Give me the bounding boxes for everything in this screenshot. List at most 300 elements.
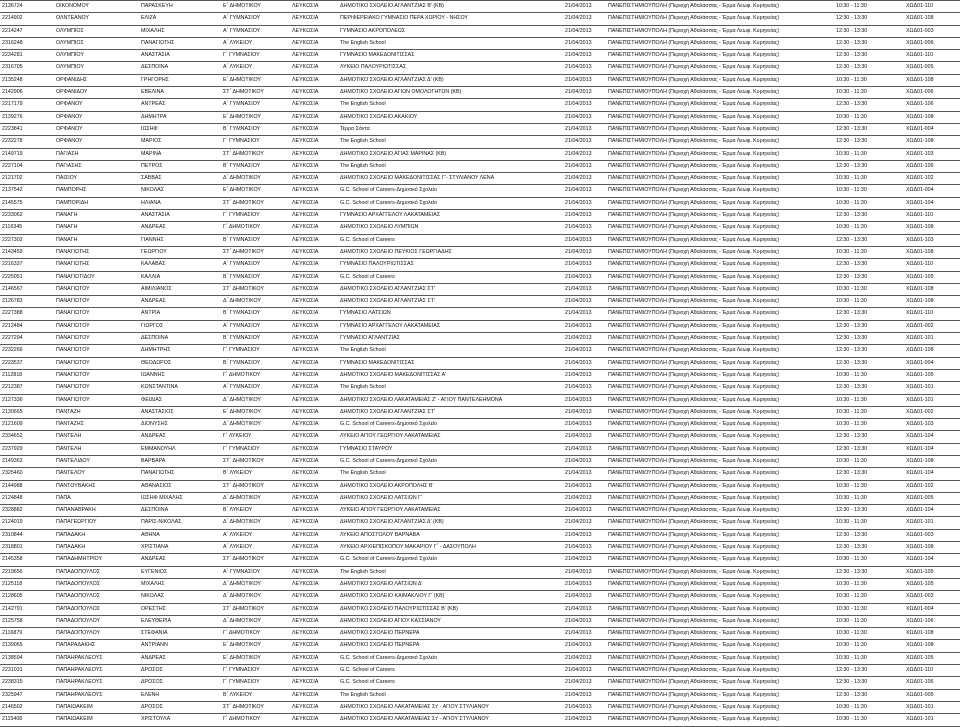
cell-surname: ΠΑΠΑΙΩΑΚΕΙΜ — [53, 714, 138, 726]
cell-school: ΔΗΜΟΤΙΚΟ ΣΧΟΛΕΙΟ ΠΕΥΚΙΟΣ ΓΕΩΡΓΙΑΔΗΣ — [337, 246, 562, 258]
cell-grade: ΣΤ΄ ΔΗΜΟΤΙΚΟΥ — [220, 87, 289, 99]
cell-first-name: ΑΝΑΣΤΑΣΙΑ — [138, 50, 220, 62]
cell-grade: Γ΄ ΓΥΜΝΑΣΙΟΥ — [220, 136, 289, 148]
table-row — [0, 455, 960, 467]
cell-grade: ΣΤ΄ ΔΗΜΟΤΙΚΟΥ — [220, 283, 289, 295]
cell-exam-date: 21/04/2013 — [562, 714, 605, 726]
cell-grade: Γ΄ ΔΗΜΟΤΙΚΟΥ — [220, 369, 289, 381]
cell-exam-time: 10:30 - 11:30 — [833, 640, 903, 652]
cell-exam-date: 21/04/2013 — [562, 357, 605, 369]
cell-student-id: 2219656 — [0, 566, 53, 578]
cell-room: ΧΩΔ01-101 — [903, 333, 960, 345]
cell-school: G.C. School of Careers — [337, 271, 562, 283]
cell-exam-date: 21/04/2013 — [562, 296, 605, 308]
cell-room: ΧΩΔ01-004 — [903, 357, 960, 369]
cell-grade: Γ΄ ΔΗΜΟΤΙΚΟΥ — [220, 222, 289, 234]
cell-first-name: ΑΝΤΡΙΑ — [138, 308, 220, 320]
cell-exam-center: ΠΑΝΕΠΙΣΤΗΜΙΟΥΠΟΛΗ (Περιοχή Αθαλάσσας - Έρμα Λεωφ. Κυρηνείας) — [605, 369, 833, 381]
cell-first-name: ΦΕΙΔΙΑΣ — [138, 394, 220, 406]
cell-exam-date: 21/04/2013 — [562, 148, 605, 160]
cell-student-id: 2145358 — [0, 554, 53, 566]
cell-district: ΛΕΥΚΩΣΙΑ — [289, 308, 337, 320]
cell-district: ΛΕΥΚΩΣΙΑ — [289, 419, 337, 431]
cell-school: G.C. School of Careers-Δημοτικό Σχολείο — [337, 185, 562, 197]
cell-district: ΛΕΥΚΩΣΙΑ — [289, 123, 337, 135]
cell-exam-time: 12:30 - 13:30 — [833, 123, 903, 135]
cell-exam-time: 12:30 - 13:30 — [833, 345, 903, 357]
cell-room: ΧΩΔ01-104 — [903, 468, 960, 480]
cell-room: ΧΩΔ01-103 — [903, 148, 960, 160]
cell-surname: ΠΑΠΑ — [53, 492, 138, 504]
table-row — [0, 665, 960, 677]
cell-exam-time: 12:30 - 13:30 — [833, 99, 903, 111]
cell-exam-time: 10:30 - 11:30 — [833, 148, 903, 160]
cell-exam-center: ΠΑΝΕΠΙΣΤΗΜΙΟΥΠΟΛΗ (Περιοχή Αθαλάσσας - Έρμα Λεωφ. Κυρηνείας) — [605, 74, 833, 86]
cell-exam-date: 21/04/2013 — [562, 210, 605, 222]
cell-district: ΛΕΥΚΩΣΙΑ — [289, 603, 337, 615]
cell-exam-center: ΠΑΝΕΠΙΣΤΗΜΙΟΥΠΟΛΗ (Περιοχή Αθαλάσσας - Έρμα Λεωφ. Κυρηνείας) — [605, 419, 833, 431]
cell-exam-center: ΠΑΝΕΠΙΣΤΗΜΙΟΥΠΟΛΗ (Περιοχή Αθαλάσσας - Έρμα Λεωφ. Κυρηνείας) — [605, 628, 833, 640]
cell-exam-time: 10:30 - 11:30 — [833, 197, 903, 209]
cell-surname: ΠΑΠΑΗΡΑΚΛΕΟΥΣ — [53, 665, 138, 677]
cell-exam-date: 21/04/2013 — [562, 628, 605, 640]
cell-exam-center: ΠΑΝΕΠΙΣΤΗΜΙΟΥΠΟΛΗ (Περιοχή Αθαλάσσας - Έρμα Λεωφ. Κυρηνείας) — [605, 701, 833, 713]
cell-district: ΛΕΥΚΩΣΙΑ — [289, 357, 337, 369]
cell-exam-date: 21/04/2013 — [562, 136, 605, 148]
cell-district: ΛΕΥΚΩΣΙΑ — [289, 111, 337, 123]
cell-grade: ΣΤ΄ ΔΗΜΟΤΙΚΟΥ — [220, 148, 289, 160]
cell-exam-center: ΠΑΝΕΠΙΣΤΗΜΙΟΥΠΟΛΗ (Περιοχή Αθαλάσσας - Έρμα Λεωφ. Κυρηνείας) — [605, 542, 833, 554]
cell-exam-time: 12:30 - 13:30 — [833, 529, 903, 541]
cell-exam-center: ΠΑΝΕΠΙΣΤΗΜΙΟΥΠΟΛΗ (Περιοχή Αθαλάσσας - Έρμα Λεωφ. Κυρηνείας) — [605, 320, 833, 332]
table-row — [0, 259, 960, 271]
cell-exam-center: ΠΑΝΕΠΙΣΤΗΜΙΟΥΠΟΛΗ (Περιοχή Αθαλάσσας - Έρμα Λεωφ. Κυρηνείας) — [605, 505, 833, 517]
table-row — [0, 677, 960, 689]
table-row — [0, 74, 960, 86]
cell-exam-time: 12:30 - 13:30 — [833, 234, 903, 246]
cell-exam-center: ΠΑΝΕΠΙΣΤΗΜΙΟΥΠΟΛΗ (Περιοχή Αθαλάσσας - Έρμα Λεωφ. Κυρηνείας) — [605, 123, 833, 135]
cell-exam-center: ΠΑΝΕΠΙΣΤΗΜΙΟΥΠΟΛΗ (Περιοχή Αθαλάσσας - Έρμα Λεωφ. Κυρηνείας) — [605, 492, 833, 504]
cell-room: ΧΩΔ01-006 — [903, 87, 960, 99]
cell-exam-center: ΠΑΝΕΠΙΣΤΗΜΙΟΥΠΟΛΗ (Περιοχή Αθαλάσσας - Έρμα Λεωφ. Κυρηνείας) — [605, 615, 833, 627]
cell-grade: Ε΄ ΔΗΜΟΤΙΚΟΥ — [220, 111, 289, 123]
cell-district: ΛΕΥΚΩΣΙΑ — [289, 345, 337, 357]
cell-exam-center: ΠΑΝΕΠΙΣΤΗΜΙΟΥΠΟΛΗ (Περιοχή Αθαλάσσας - Έρμα Λεωφ. Κυρηνείας) — [605, 529, 833, 541]
cell-exam-time: 12:30 - 13:30 — [833, 566, 903, 578]
cell-exam-date: 21/04/2013 — [562, 615, 605, 627]
cell-grade: Ε΄ ΔΗΜΟΤΙΚΟΥ — [220, 185, 289, 197]
cell-student-id: 2223841 — [0, 123, 53, 135]
cell-room: ΧΩΔ01-101 — [903, 382, 960, 394]
cell-surname: ΠΑΠΑΝΑΒΡΑΚΗ — [53, 505, 138, 517]
cell-exam-center: ΠΑΝΕΠΙΣΤΗΜΙΟΥΠΟΛΗ (Περιοχή Αθαλάσσας - Έρμα Λεωφ. Κυρηνείας) — [605, 210, 833, 222]
cell-first-name: ΙΩΣΗΦ ΜΙΧΑΛΗΣ — [138, 492, 220, 504]
cell-exam-time: 12:30 - 13:30 — [833, 382, 903, 394]
cell-grade: Ε΄ ΔΗΜΟΤΙΚΟΥ — [220, 74, 289, 86]
cell-student-id: 2232266 — [0, 345, 53, 357]
cell-district: ΛΕΥΚΩΣΙΑ — [289, 296, 337, 308]
cell-district: ΛΕΥΚΩΣΙΑ — [289, 554, 337, 566]
cell-exam-date: 21/04/2013 — [562, 308, 605, 320]
cell-grade: ΣΤ΄ ΔΗΜΟΤΙΚΟΥ — [220, 603, 289, 615]
table-row — [0, 13, 960, 25]
table-row — [0, 701, 960, 713]
cell-room: ΧΩΔ01-002 — [903, 320, 960, 332]
cell-exam-time: 10:30 - 11:30 — [833, 419, 903, 431]
cell-district: ΛΕΥΚΩΣΙΑ — [289, 210, 337, 222]
cell-school: ΓΥΜΝΑΣΙΟ ΑΡΧΑΓΓΕΛΟΥ ΛΑΚΑΤΑΜΕΙΑΣ — [337, 210, 562, 222]
cell-first-name: ΑΘΗΝΑ — [138, 529, 220, 541]
cell-grade: ΣΤ΄ ΔΗΜΟΤΙΚΟΥ — [220, 197, 289, 209]
cell-student-id: 2124019 — [0, 517, 53, 529]
cell-school: ΔΗΜΟΤΙΚΟ ΣΧΟΛΕΙΟ ΑΓΛΑΝΤΖΙΑΣ Δ' (ΚΒ) — [337, 517, 562, 529]
cell-district: ΛΕΥΚΩΣΙΑ — [289, 271, 337, 283]
cell-exam-center: ΠΑΝΕΠΙΣΤΗΜΙΟΥΠΟΛΗ (Περιοχή Αθαλάσσας - Έρμα Λεωφ. Κυρηνείας) — [605, 455, 833, 467]
cell-school: G.C. School of Careers — [337, 234, 562, 246]
cell-school: The English School — [337, 345, 562, 357]
cell-surname: ΠΑΠΑΔΟΠΟΥΛΟΣ — [53, 603, 138, 615]
cell-first-name: ΒΑΡΒΑΡΑ — [138, 455, 220, 467]
cell-school: G.C. School of Careers-Δημοτικό Σχολείο — [337, 652, 562, 664]
cell-exam-date: 21/04/2013 — [562, 173, 605, 185]
cell-surname: ΠΑΝΤΟΥΒΑΚΗΣ — [53, 480, 138, 492]
table-row — [0, 603, 960, 615]
cell-student-id: 2130665 — [0, 406, 53, 418]
cell-exam-date: 21/04/2013 — [562, 283, 605, 295]
cell-school: The English School — [337, 689, 562, 701]
cell-school: ΠΕΡΙΦΕΡΕΙΑΚΟ ΓΥΜΝΑΣΙΟ ΠΕΡΑ ΧΩΡΙΟΥ - ΝΗΣΟΥ — [337, 13, 562, 25]
cell-exam-time: 12:30 - 13:30 — [833, 677, 903, 689]
cell-exam-time: 10:30 - 11:30 — [833, 296, 903, 308]
cell-exam-time: 12:30 - 13:30 — [833, 542, 903, 554]
cell-district: ΛΕΥΚΩΣΙΑ — [289, 677, 337, 689]
cell-exam-center: ΠΑΝΕΠΙΣΤΗΜΙΟΥΠΟΛΗ (Περιοχή Αθαλάσσας - Έρμα Λεωφ. Κυρηνείας) — [605, 714, 833, 726]
cell-school: ΓΥΜΝΑΣΙΟ ΑΓΛΑΝΤΖΙΑΣ — [337, 333, 562, 345]
cell-school: ΔΗΜΟΤΙΚΟ ΣΧΟΛΕΙΟ ΑΚΑΚΙΟΥ — [337, 111, 562, 123]
cell-first-name: ΕΥΓΕΝΙΟΣ — [138, 566, 220, 578]
cell-district: ΛΕΥΚΩΣΙΑ — [289, 369, 337, 381]
cell-exam-date: 21/04/2013 — [562, 431, 605, 443]
cell-room: ΧΩΔ01-004 — [903, 603, 960, 615]
cell-room: ΧΩΔ01-110 — [903, 259, 960, 271]
cell-student-id: 2212387 — [0, 382, 53, 394]
cell-grade: Δ΄ ΔΗΜΟΤΙΚΟΥ — [220, 517, 289, 529]
cell-exam-center: ΠΑΝΕΠΙΣΤΗΜΙΟΥΠΟΛΗ (Περιοχή Αθαλάσσας - Έρμα Λεωφ. Κυρηνείας) — [605, 443, 833, 455]
cell-room: ΧΩΔ01-102 — [903, 173, 960, 185]
cell-surname: ΠΑΝΑΓΗ — [53, 234, 138, 246]
cell-room: ΧΩΔ01-108 — [903, 542, 960, 554]
cell-surname: ΠΑΝΤΕΛΗ — [53, 443, 138, 455]
cell-exam-date: 21/04/2013 — [562, 369, 605, 381]
cell-room: ΧΩΔ01-108 — [903, 628, 960, 640]
cell-exam-time: 12:30 - 13:30 — [833, 62, 903, 74]
cell-grade: Α΄ ΓΥΜΝΑΣΙΟΥ — [220, 13, 289, 25]
cell-surname: ΠΑΝΑΓΗ — [53, 210, 138, 222]
table-row — [0, 345, 960, 357]
cell-exam-time: 10:30 - 11:30 — [833, 652, 903, 664]
cell-surname: ΠΑΠΑΡΑΔΑΚΗΣ — [53, 640, 138, 652]
cell-student-id: 2127336 — [0, 394, 53, 406]
cell-exam-date: 21/04/2013 — [562, 234, 605, 246]
cell-first-name: ΔΕΣΠΟΙΝΑ — [138, 505, 220, 517]
cell-exam-date: 21/04/2013 — [562, 382, 605, 394]
cell-room: ΧΩΔ01-102 — [903, 480, 960, 492]
cell-school: ΔΗΜΟΤΙΚΟ ΣΧΟΛΕΙΟ ΑΓΛΑΝΤΖΙΑΣ ΣΤ' — [337, 296, 562, 308]
cell-school: ΔΗΜΟΤΙΚΟ ΣΧΟΛΕΙΟ ΚΑΙΜΑΚΛΙΟΥ Γ' (ΚΒ) — [337, 591, 562, 603]
cell-exam-center: ΠΑΝΕΠΙΣΤΗΜΙΟΥΠΟΛΗ (Περιοχή Αθαλάσσας - Έρμα Λεωφ. Κυρηνείας) — [605, 50, 833, 62]
cell-grade: Α΄ ΛΥΚΕΙΟΥ — [220, 542, 289, 554]
cell-exam-center: ΠΑΝΕΠΙΣΤΗΜΙΟΥΠΟΛΗ (Περιοχή Αθαλάσσας - Έρμα Λεωφ. Κυρηνείας) — [605, 271, 833, 283]
cell-student-id: 2121702 — [0, 173, 53, 185]
cell-first-name: ΧΡΙΣΤΟΥΛΑ — [138, 714, 220, 726]
cell-exam-center: ΠΑΝΕΠΙΣΤΗΜΙΟΥΠΟΛΗ (Περιοχή Αθαλάσσας - Έρμα Λεωφ. Κυρηνείας) — [605, 665, 833, 677]
cell-exam-center: ΠΑΝΕΠΙΣΤΗΜΙΟΥΠΟΛΗ (Περιοχή Αθαλάσσας - Έρμα Λεωφ. Κυρηνείας) — [605, 234, 833, 246]
cell-surname: ΠΑΝΑΓΙΩΤΟΥ — [53, 320, 138, 332]
cell-school: ΓΥΜΝΑΣΙΟ ΛΑΤΣΙΩΝ — [337, 308, 562, 320]
cell-student-id: 2135248 — [0, 74, 53, 86]
cell-grade: Ε΄ ΔΗΜΟΤΙΚΟΥ — [220, 406, 289, 418]
table-row — [0, 615, 960, 627]
cell-first-name: ΟΡΕΣΤΗΣ — [138, 603, 220, 615]
table-row — [0, 234, 960, 246]
table-row — [0, 185, 960, 197]
cell-first-name: ΠΑΝΑΓΙΩΤΗΣ — [138, 37, 220, 49]
cell-exam-center: ΠΑΝΕΠΙΣΤΗΜΙΟΥΠΟΛΗ (Περιοχή Αθαλάσσας - Έρμα Λεωφ. Κυρηνείας) — [605, 13, 833, 25]
cell-exam-time: 12:30 - 13:30 — [833, 431, 903, 443]
cell-district: ΛΕΥΚΩΣΙΑ — [289, 542, 337, 554]
cell-grade: ΣΤ΄ ΔΗΜΟΤΙΚΟΥ — [220, 246, 289, 258]
cell-room: ΧΩΔ01-105 — [903, 652, 960, 664]
table-row — [0, 640, 960, 652]
cell-district: ΛΕΥΚΩΣΙΑ — [289, 246, 337, 258]
cell-student-id: 2142791 — [0, 603, 53, 615]
cell-exam-date: 21/04/2013 — [562, 333, 605, 345]
cell-student-id: 2136724 — [0, 1, 53, 13]
cell-first-name: ΣΤΕΦΑΝΙΑ — [138, 628, 220, 640]
cell-grade: Γ΄ ΛΥΚΕΙΟΥ — [220, 431, 289, 443]
cell-exam-center: ΠΑΝΕΠΙΣΤΗΜΙΟΥΠΟΛΗ (Περιοχή Αθαλάσσας - Έρμα Λεωφ. Κυρηνείας) — [605, 591, 833, 603]
cell-exam-date: 21/04/2013 — [562, 591, 605, 603]
cell-grade: Α΄ ΛΥΚΕΙΟΥ — [220, 37, 289, 49]
cell-exam-time: 10:30 - 11:30 — [833, 283, 903, 295]
cell-first-name: ΣΑΒΒΑΣ — [138, 173, 220, 185]
cell-exam-date: 21/04/2013 — [562, 259, 605, 271]
cell-first-name: ΑΝΔΡΕΑΣ — [138, 431, 220, 443]
cell-school: The English School — [337, 566, 562, 578]
table-row — [0, 542, 960, 554]
cell-first-name: ΔΡΟΣΟΣ — [138, 677, 220, 689]
cell-surname: ΠΑΝΑΓΙΩΤΗΣ — [53, 259, 138, 271]
cell-exam-time: 12:30 - 13:30 — [833, 468, 903, 480]
cell-exam-time: 12:30 - 13:30 — [833, 443, 903, 455]
cell-student-id: 2138594 — [0, 652, 53, 664]
cell-district: ΛΕΥΚΩΣΙΑ — [289, 50, 337, 62]
cell-exam-center: ΠΑΝΕΠΙΣΤΗΜΙΟΥΠΟΛΗ (Περιοχή Αθαλάσσας - Έρμα Λεωφ. Κυρηνείας) — [605, 173, 833, 185]
cell-exam-time: 10:30 - 11:30 — [833, 455, 903, 467]
cell-student-id: 2121609 — [0, 419, 53, 431]
table-row — [0, 566, 960, 578]
cell-school: The English School — [337, 99, 562, 111]
cell-exam-center: ΠΑΝΕΠΙΣΤΗΜΙΟΥΠΟΛΗ (Περιοχή Αθαλάσσας - Έρμα Λεωφ. Κυρηνείας) — [605, 517, 833, 529]
cell-surname: ΠΑΝΑΓΙΩΤΙΔΟΥ — [53, 271, 138, 283]
cell-student-id: 2137542 — [0, 185, 53, 197]
table-row — [0, 492, 960, 504]
cell-school: ΛΥΚΕΙΟ ΑΠΟΣΤΟΛΟΥ ΒΑΡΝΑΒΑ — [337, 529, 562, 541]
cell-first-name: ΗΛΙΑΝΑ — [138, 197, 220, 209]
cell-district: ΛΕΥΚΩΣΙΑ — [289, 62, 337, 74]
cell-exam-center: ΠΑΝΕΠΙΣΤΗΜΙΟΥΠΟΛΗ (Περιοχή Αθαλάσσας - Έρμα Λεωφ. Κυρηνείας) — [605, 431, 833, 443]
cell-student-id: 2116879 — [0, 628, 53, 640]
cell-grade: Β΄ ΓΥΜΝΑΣΙΟΥ — [220, 357, 289, 369]
cell-surname: ΟΛΥΜΠΙΟΣ — [53, 25, 138, 37]
cell-exam-time: 10:30 - 11:30 — [833, 1, 903, 13]
cell-grade: Γ΄ ΓΥΜΝΑΣΙΟΥ — [220, 50, 289, 62]
cell-room: ΧΩΔ01-106 — [903, 615, 960, 627]
cell-room: ΧΩΔ01-104 — [903, 505, 960, 517]
cell-school: ΔΗΜΟΤΙΚΟ ΣΧΟΛΕΙΟ ΑΓΛΑΝΤΖΙΑΣ Β' (ΚΒ) — [337, 1, 562, 13]
cell-exam-time: 10:30 - 11:30 — [833, 246, 903, 258]
cell-exam-time: 12:30 - 13:30 — [833, 333, 903, 345]
cell-exam-time: 10:30 - 11:30 — [833, 406, 903, 418]
cell-exam-time: 12:30 - 13:30 — [833, 689, 903, 701]
cell-school: The English School — [337, 136, 562, 148]
cell-student-id: 2231031 — [0, 665, 53, 677]
cell-exam-time: 10:30 - 11:30 — [833, 554, 903, 566]
cell-district: ΛΕΥΚΩΣΙΑ — [289, 173, 337, 185]
cell-student-id: 2125758 — [0, 615, 53, 627]
cell-exam-center: ΠΑΝΕΠΙΣΤΗΜΙΟΥΠΟΛΗ (Περιοχή Αθαλάσσας - Έρμα Λεωφ. Κυρηνείας) — [605, 246, 833, 258]
table-row — [0, 578, 960, 590]
cell-exam-time: 10:30 - 11:30 — [833, 87, 903, 99]
cell-first-name: ΔΗΜΗΤΡΗΣ — [138, 345, 220, 357]
cell-first-name: ΝΙΚΟΛΑΣ — [138, 185, 220, 197]
cell-room: ΧΩΔ01-106 — [903, 99, 960, 111]
cell-surname: ΟΛΝΤΕΑΝΟΥ — [53, 13, 138, 25]
cell-student-id: 2125118 — [0, 578, 53, 590]
cell-exam-date: 21/04/2013 — [562, 480, 605, 492]
cell-exam-time: 10:30 - 11:30 — [833, 492, 903, 504]
cell-exam-time: 12:30 - 13:30 — [833, 136, 903, 148]
table-row — [0, 554, 960, 566]
cell-surname: ΟΡΦΑΝΙΔΟΥ — [53, 87, 138, 99]
cell-surname: ΠΑΜΠΟΡΗΣ — [53, 185, 138, 197]
cell-room: ΧΩΔ01-101 — [903, 394, 960, 406]
cell-room: ΧΩΔ01-006 — [903, 37, 960, 49]
cell-room: ΧΩΔ01-108 — [903, 74, 960, 86]
table-row — [0, 246, 960, 258]
cell-student-id: 2145575 — [0, 197, 53, 209]
cell-first-name: ΕΜΜΑΝΟΥΗΛ — [138, 443, 220, 455]
cell-student-id: 2142906 — [0, 87, 53, 99]
cell-grade: Γ΄ ΓΥΜΝΑΣΙΟΥ — [220, 665, 289, 677]
cell-district: ΛΕΥΚΩΣΙΑ — [289, 394, 337, 406]
cell-room: ΧΩΔ01-108 — [903, 283, 960, 295]
cell-exam-time: 10:30 - 11:30 — [833, 615, 903, 627]
cell-room: ΧΩΔ01-101 — [903, 701, 960, 713]
cell-student-id: 2112818 — [0, 369, 53, 381]
cell-district: ΛΕΥΚΩΣΙΑ — [289, 529, 337, 541]
cell-surname: ΠΑΠΑΗΡΑΚΛΕΟΥΣ — [53, 677, 138, 689]
cell-school: Τέρρα Σάντα — [337, 123, 562, 135]
cell-exam-date: 21/04/2013 — [562, 74, 605, 86]
cell-student-id: 2223537 — [0, 357, 53, 369]
cell-surname: ΠΑΝΑΓΙΩΤΗΣ — [53, 246, 138, 258]
cell-exam-date: 21/04/2013 — [562, 222, 605, 234]
cell-exam-time: 10:30 - 11:30 — [833, 628, 903, 640]
cell-student-id: 2126783 — [0, 296, 53, 308]
cell-exam-center: ΠΑΝΕΠΙΣΤΗΜΙΟΥΠΟΛΗ (Περιοχή Αθαλάσσας - Έρμα Λεωφ. Κυρηνείας) — [605, 296, 833, 308]
cell-room: ΧΩΔ01-110 — [903, 50, 960, 62]
cell-surname: ΠΑΝΑΓΙΩΤΟΥ — [53, 296, 138, 308]
cell-grade: Ε΄ ΔΗΜΟΤΙΚΟΥ — [220, 652, 289, 664]
cell-grade: Α΄ ΛΥΚΕΙΟΥ — [220, 62, 289, 74]
cell-surname: ΟΡΦΑΝΟΥ — [53, 111, 138, 123]
cell-exam-center: ΠΑΝΕΠΙΣΤΗΜΙΟΥΠΟΛΗ (Περιοχή Αθαλάσσας - Έρμα Λεωφ. Κυρηνείας) — [605, 37, 833, 49]
cell-school: G.C. School of Careers — [337, 665, 562, 677]
cell-exam-center: ΠΑΝΕΠΙΣΤΗΜΙΟΥΠΟΛΗ (Περιοχή Αθαλάσσας - Έρμα Λεωφ. Κυρηνείας) — [605, 554, 833, 566]
cell-surname: ΠΑΝΑΓΙΩΤΟΥ — [53, 308, 138, 320]
cell-student-id: 2116345 — [0, 222, 53, 234]
cell-room: ΧΩΔ01-110 — [903, 210, 960, 222]
cell-district: ΛΕΥΚΩΣΙΑ — [289, 13, 337, 25]
cell-exam-center: ΠΑΝΕΠΙΣΤΗΜΙΟΥΠΟΛΗ (Περιοχή Αθαλάσσας - Έρμα Λεωφ. Κυρηνείας) — [605, 197, 833, 209]
cell-surname: ΠΑΝΤΑΖΗΣ — [53, 419, 138, 431]
cell-first-name: ΕΛΙΖΑ — [138, 13, 220, 25]
cell-exam-date: 21/04/2013 — [562, 1, 605, 13]
cell-district: ΛΕΥΚΩΣΙΑ — [289, 492, 337, 504]
cell-exam-center: ΠΑΝΕΠΙΣΤΗΜΙΟΥΠΟΛΗ (Περιοχή Αθαλάσσας - Έρμα Λεωφ. Κυρηνείας) — [605, 160, 833, 172]
cell-student-id: 2216337 — [0, 259, 53, 271]
cell-school: G.C. School of Careers-Δημοτικό Σχολείο — [337, 455, 562, 467]
cell-surname: ΠΑΠΑΙΩΑΚΕΙΜ — [53, 701, 138, 713]
table-row — [0, 62, 960, 74]
cell-grade: Α΄ ΓΥΜΝΑΣΙΟΥ — [220, 25, 289, 37]
cell-exam-time: 12:30 - 13:30 — [833, 665, 903, 677]
cell-district: ΛΕΥΚΩΣΙΑ — [289, 185, 337, 197]
cell-exam-time: 10:30 - 11:30 — [833, 111, 903, 123]
cell-surname: ΟΛΥΜΠΙΟΥ — [53, 62, 138, 74]
cell-first-name: ΜΙΧΑΛΗΣ — [138, 578, 220, 590]
cell-surname: ΟΡΦΑΝΟΥ — [53, 136, 138, 148]
cell-student-id: 2227104 — [0, 160, 53, 172]
cell-room: ΧΩΔ01-108 — [903, 111, 960, 123]
cell-school: ΔΗΜΟΤΙΚΟ ΣΧΟΛΕΙΟ ΛΑΚΑΤΑΜΕΙΑΣ Ζ' - ΑΓΙΟΥ ΠΑΝΤΕΛΕΗΜΟΝΑ — [337, 394, 562, 406]
cell-exam-center: ΠΑΝΕΠΙΣΤΗΜΙΟΥΠΟΛΗ (Περιοχή Αθαλάσσας - Έρμα Λεωφ. Κυρηνείας) — [605, 578, 833, 590]
cell-surname: ΠΑΓΙΑΣΗ — [53, 148, 138, 160]
cell-exam-center: ΠΑΝΕΠΙΣΤΗΜΙΟΥΠΟΛΗ (Περιοχή Αθαλάσσας - Έρμα Λεωφ. Κυρηνείας) — [605, 148, 833, 160]
table-row — [0, 652, 960, 664]
cell-school: The English School — [337, 382, 562, 394]
cell-first-name: ΑΝΑΣΤΑΣΙΟΣ — [138, 406, 220, 418]
cell-exam-date: 21/04/2013 — [562, 185, 605, 197]
table-body — [0, 1, 960, 727]
cell-first-name: ΑΝΑΣΤΑΣΙΑ — [138, 210, 220, 222]
cell-student-id: 2316705 — [0, 62, 53, 74]
cell-student-id: 2233062 — [0, 210, 53, 222]
cell-exam-time: 10:30 - 11:30 — [833, 394, 903, 406]
cell-room: ΧΩΔ01-003 — [903, 591, 960, 603]
cell-grade: Β΄ ΓΥΜΝΑΣΙΟΥ — [220, 271, 289, 283]
cell-district: ΛΕΥΚΩΣΙΑ — [289, 480, 337, 492]
cell-school: G.C. School of Careers-Δημοτικό Σχολείο — [337, 197, 562, 209]
cell-grade: Δ΄ ΔΗΜΟΤΙΚΟΥ — [220, 296, 289, 308]
cell-grade: Γ΄ ΔΗΜΟΤΙΚΟΥ — [220, 628, 289, 640]
cell-district: ΛΕΥΚΩΣΙΑ — [289, 455, 337, 467]
cell-grade: Ε΄ ΔΗΜΟΤΙΚΟΥ — [220, 1, 289, 13]
cell-first-name: ΘΕΟΔΩΡΟΣ — [138, 357, 220, 369]
cell-district: ΛΕΥΚΩΣΙΑ — [289, 234, 337, 246]
cell-grade: Δ΄ ΔΗΜΟΤΙΚΟΥ — [220, 394, 289, 406]
